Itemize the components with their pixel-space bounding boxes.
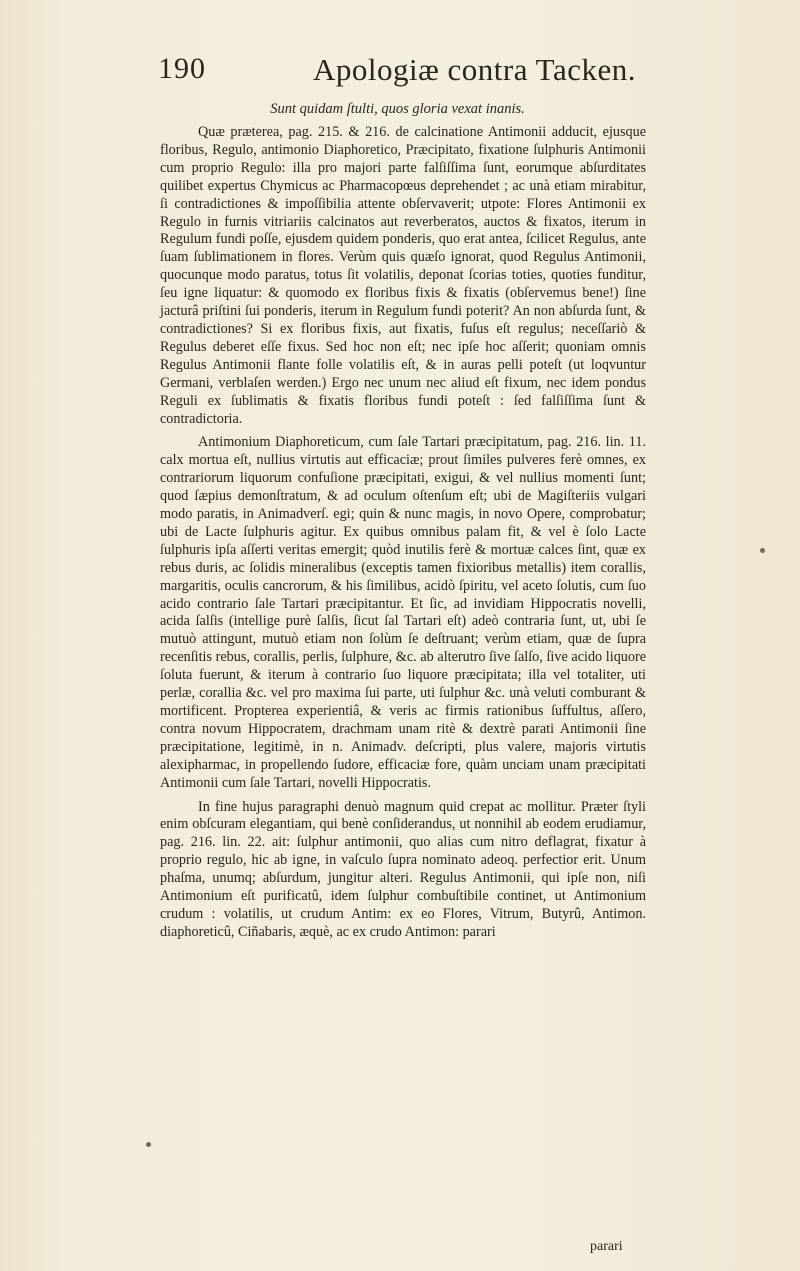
paragraph-calcination: Quæ præterea, pag. 215. & 216. de calcinatione Antimonii adducit, ejusque floribus, Regulo, antimonio Diaphoretico, Præcipitato, fixatione ſulphuris Antimonii cum proprio Regulo: illa pro majori parte falſiſſima ſunt, eorumque abſurditates quilibet expertus Chymicus ac Pharmacopœus deprehendet ; ac unà etiam mirabitur, ſi contradictiones & impoſſibilia attente obſervaverit; utpote: Flores Antimonii ex Regulo in furnis vitriariis calcinatos aut reverberatos, auctos & fixatos, iterum in Regulum fundi poſſe, ejusdem quidem ponderis, quo erat antea, ſcilicet Regulus, ante ſuam ſublimationem in flores. Verùm quis quæſo ignorat, quod Regulus Antimonii, quocunque modo paratus, totus ſit volatilis, deponat ſcorias toties, quoties funditur, ſeu igne liquatur: & quomodo ex floribus fixis & fixatis (obſervemus bene!) ſine jacturâ priſtini ſui ponderis, iterum in Regulum fundi poterit? An non abſurda ſunt, & contradictiones? Si ex floribus fixis, aut fixatis, fuſus eſt regulus; neceſſariò & Regulus deberet eſſe fixus. Sed hoc non eſt; nec ipſe hoc aſſerit; quoniam omnis Regulus Antimonii flante folle volatilis eſt, & in auras pelli poteſt (ut loqvuntur Germani, verblaſen werden.) Ergo nec unum nec aliud eſt fixum, nec idem pondus Reguli ex ſublimatis & fixatis floribus fundi poteſt : ſed falſiſſima ſunt & contradictoria. [160,124,646,427]
ink-speck [146,1142,151,1147]
motto-line: Sunt quidam ſtulti, quos gloria vexat inanis. [270,101,525,117]
page-header [150,52,650,96]
body-text [160,124,646,942]
ink-speck [760,548,765,553]
catchword: parari [590,1239,623,1254]
running-title: Apologiæ contra Tacken. [313,52,636,87]
paragraph-conclusion: In fine hujus paragraphi denuò magnum quid crepat ac mollitur. Præter ſtyli enim obſcuram elegantiam, qui benè conſiderandus, ut nonnihil ab eodem erudiamur, pag. 216. lin. 22. ait: ſulphur antimonii, quo alias cum nitro deflagrat, fixatur à proprio regulo, hic ab igne, in vaſculo ſupra nominato adeoq. perfectior erit. Unum phaſma, unumq; abſurdum, jungitur alteri. Regulus Antimonii, qui ipſe non, niſi Antimonium eſt purificatû, idem ſulphur combuſtibile continet, ut Antimonium crudum : volatilis, ut crudum Antim: ex eo Flores, Vitrum, Butyrû, Antimon. diaphoreticû, Ciñabaris, æquè, ac ex crudo Antimon: parari [160,798,646,940]
paragraph-diaphoreticum: Antimonium Diaphoreticum, cum ſale Tartari præcipitatum, pag. 216. lin. 11. calx mortua eſt, nullius virtutis aut efficaciæ; prout ſimiles pulveres ferè omnes, ex contrariorum liquorum confuſione præcipitati, exigui, & vel nullius momenti ſunt; quod ſæpius demonſtratum, & ad oculum oſtenſum eſt; ubi de Magiſteriis vulgari modo paratis, in Animadverſ. egi; quin & nunc magis, in novo Opere, comprobatur; ubi de Lacte ſulphuris agitur. Ex quibus omnibus palam fit, & vel è ſolo Lacte ſulphuris ipſa aſſerti veritas emergit; quòd inutilis ferè & mortuæ calces ſint, quæ ex rebus duris, ac ſolidis mineralibus (exceptis tamen fixioribus metallis) item corallis, margaritis, oculis cancrorum, & his ſimilibus, acidò ſpiritu, vel aceto ſolutis, cum ſuo acido contrario ſale Tartari præcipitantur. Et ſic, ad invidiam Hippocratis novelli, acida ſalſis (intellige purè ſalſis, ſicut ſal Tartari eſt) adeò contraria ſunt, ut, ubi ſe mutuò attingunt, mutuò etiam non ſolùm ſe deſtruant; verùm etiam, quæ de ſupra recenſitis rebus, corallis, perlis, ſulphure, &c. ab alterutro ſive ſalſo, ſive acido liquore ſoluta fuerunt, & iterum à contrario ſuo liquore præcipitata; illa vel totaliter, uti perlæ, corallia &c. vel pro maxima ſui parte, uti ſulphur &c. unà veluti comburant & mortificent. Propterea experientiâ, & veris ac firmis rationibus ſuffultus, aſſero, contra novum Hippocratem, drachmam unam ritè & dextrè parati Antimonii ſine præcipitatione, legitimè, in n. Animadv. deſcripti, plus valere, majoris virtutis alexipharmac, in propellendo ſudore, efficaciæ fore, quàm unciam unam præcipitati Antimonii cum ſale Tartari, novelli Hippocratis. [160,434,646,791]
page-number: 190 [158,52,206,85]
